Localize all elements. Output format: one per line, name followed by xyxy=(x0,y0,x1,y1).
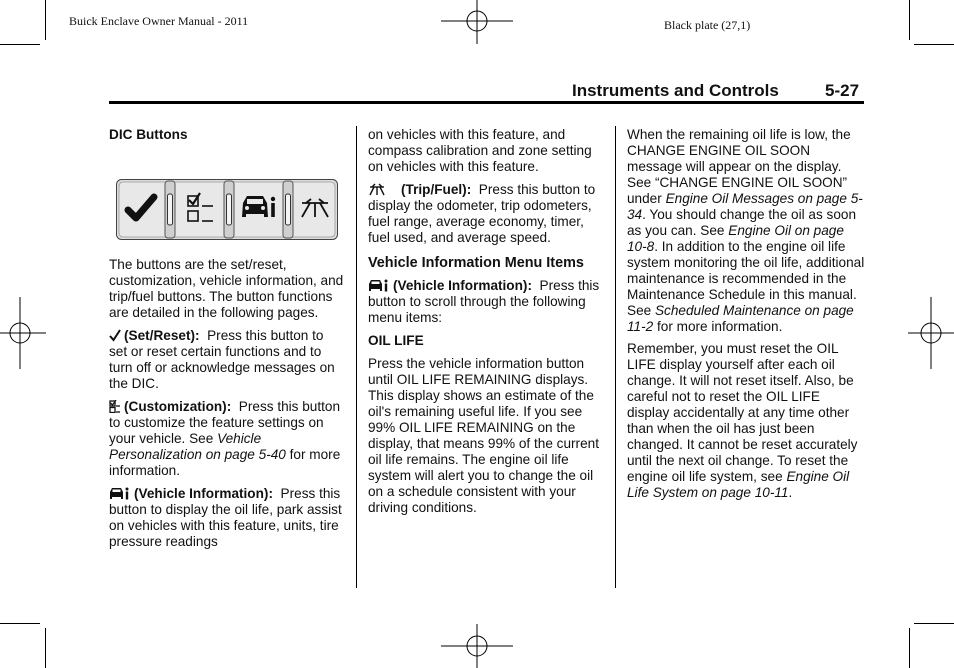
menu-items-label: (Vehicle Information): xyxy=(393,278,532,293)
vehicle-info-label: (Vehicle Information): xyxy=(134,486,273,501)
column-1 xyxy=(109,127,345,143)
customization-label: (Customization): xyxy=(124,399,232,414)
engine-oil-messages-ref[interactable]: Engine Oil Messages on page 5-34 xyxy=(627,191,863,222)
checkmark-icon xyxy=(109,329,121,342)
trip-fuel-text: Press this button to display the odometer, trip odometers, fuel range, average economy, timer, fuel used, and average speed. xyxy=(368,182,596,245)
column-2 xyxy=(368,127,606,516)
dic-button-panel xyxy=(116,179,338,240)
column-3 xyxy=(627,127,865,501)
oil-life-text: Press the vehicle information button until OIL LIFE REMAINING displays. This display shows an estimate of the oil's remaining useful life. If you see 99% OIL LIFE REMAINING on the display, that means 99% of the current oil life remains. The engine oil life system will alert you to change the oil on a schedule consistent with your driving conditions. xyxy=(368,356,599,515)
customization-paragraph xyxy=(109,399,345,479)
trip-fuel-label: (Trip/Fuel): xyxy=(401,182,472,197)
crop-mark xyxy=(914,623,954,624)
vehicle-info-small-icon xyxy=(109,487,131,500)
oil-life-heading: OIL LIFE xyxy=(368,333,424,348)
reset-oil-life-end: . xyxy=(788,485,793,500)
vehicle-info-text: Press this button to display the oil life, park assist on vehicles with this feature, units, tire pressure readings xyxy=(109,486,342,549)
page-number: 5-27 xyxy=(825,81,860,100)
registration-mark-right xyxy=(908,297,954,369)
crop-mark xyxy=(909,628,910,668)
oil-soon-text-a: When the remaining oil life is low, the CHANGE ENGINE OIL SOON message will appear on the display. See “CHANGE ENGINE OIL SOON” under xyxy=(627,127,851,206)
vehicle-info-small-icon xyxy=(368,279,390,292)
button-separator xyxy=(283,181,293,238)
plate-label: Black plate (27,1) xyxy=(664,18,751,32)
registration-mark-left xyxy=(0,297,46,369)
customization-tail: for more information. xyxy=(109,447,341,478)
column-divider xyxy=(615,126,616,588)
oil-soon-paragraph xyxy=(627,127,865,335)
menu-items-heading: Vehicle Information Menu Items xyxy=(368,255,584,271)
button-separator xyxy=(224,181,234,238)
registration-mark-bottom xyxy=(441,622,513,668)
oil-soon-text-d: for more information. xyxy=(656,319,783,334)
crop-mark xyxy=(0,44,40,45)
vehicle-info-continued: on vehicles with this feature, and compass calibration and zone setting on vehicles with this feature. xyxy=(368,127,592,174)
reset-oil-life-paragraph xyxy=(627,341,865,501)
customization-text: Press this button to customize the feature settings on your vehicle. See xyxy=(109,399,341,446)
crop-mark xyxy=(45,628,46,668)
engine-oil-ref[interactable]: Engine Oil on page 10-8 xyxy=(627,223,844,254)
section-title: Instruments and Controls xyxy=(572,81,779,100)
trip-fuel-small-icon xyxy=(368,183,398,196)
customization-small-icon xyxy=(109,400,121,413)
engine-oil-life-system-ref[interactable]: Engine Oil Life System on page 10-11 xyxy=(627,469,850,500)
menu-items-paragraph xyxy=(368,278,606,326)
dic-buttons-heading: DIC Buttons xyxy=(109,127,188,142)
scheduled-maintenance-ref[interactable]: Scheduled Maintenance on page 11-2 xyxy=(627,303,854,334)
button-separator xyxy=(165,181,175,238)
crop-mark xyxy=(45,0,46,40)
set-reset-text: Press this button to set or reset certain functions and to turn off or acknowledge messages on the DIC. xyxy=(109,328,335,391)
oil-soon-text-b: . You should change the oil as soon as you can. See xyxy=(627,207,857,238)
set-reset-label: (Set/Reset): xyxy=(124,328,200,343)
column-1-body xyxy=(109,257,345,550)
vehicle-personalization-ref[interactable]: Vehicle Personalization on page 5-40 xyxy=(109,431,286,462)
crop-mark xyxy=(914,44,954,45)
menu-items-text: Press this button to scroll through the following menu items: xyxy=(368,278,600,325)
reset-oil-life-text: Remember, you must reset the OIL LIFE display yourself after each oil change. It will not reset itself. Also, be careful not to reset the OIL LIFE display accidentally at any time other than when the oil has just been changed. It cannot be reset accurately until the next oil change. To reset the engine oil life system, see xyxy=(627,341,858,484)
set-reset-paragraph xyxy=(109,328,345,392)
oil-soon-text-c: . In addition to the engine oil life system monitoring the oil life, additional maintenance is recommended in the Maintenance Schedule in this manual. See xyxy=(627,239,865,318)
vehicle-info-paragraph xyxy=(109,486,345,550)
crop-mark xyxy=(909,0,910,40)
registration-mark-top xyxy=(441,0,513,46)
dic-intro-text: The buttons are the set/reset, customization, vehicle information, and trip/fuel buttons. The button functions are detailed in the following pages. xyxy=(109,257,344,320)
crop-mark xyxy=(0,623,40,624)
trip-fuel-paragraph xyxy=(368,182,606,246)
column-divider xyxy=(356,126,357,588)
manual-title: Buick Enclave Owner Manual - 2011 xyxy=(69,14,249,28)
header-rule xyxy=(109,101,864,104)
